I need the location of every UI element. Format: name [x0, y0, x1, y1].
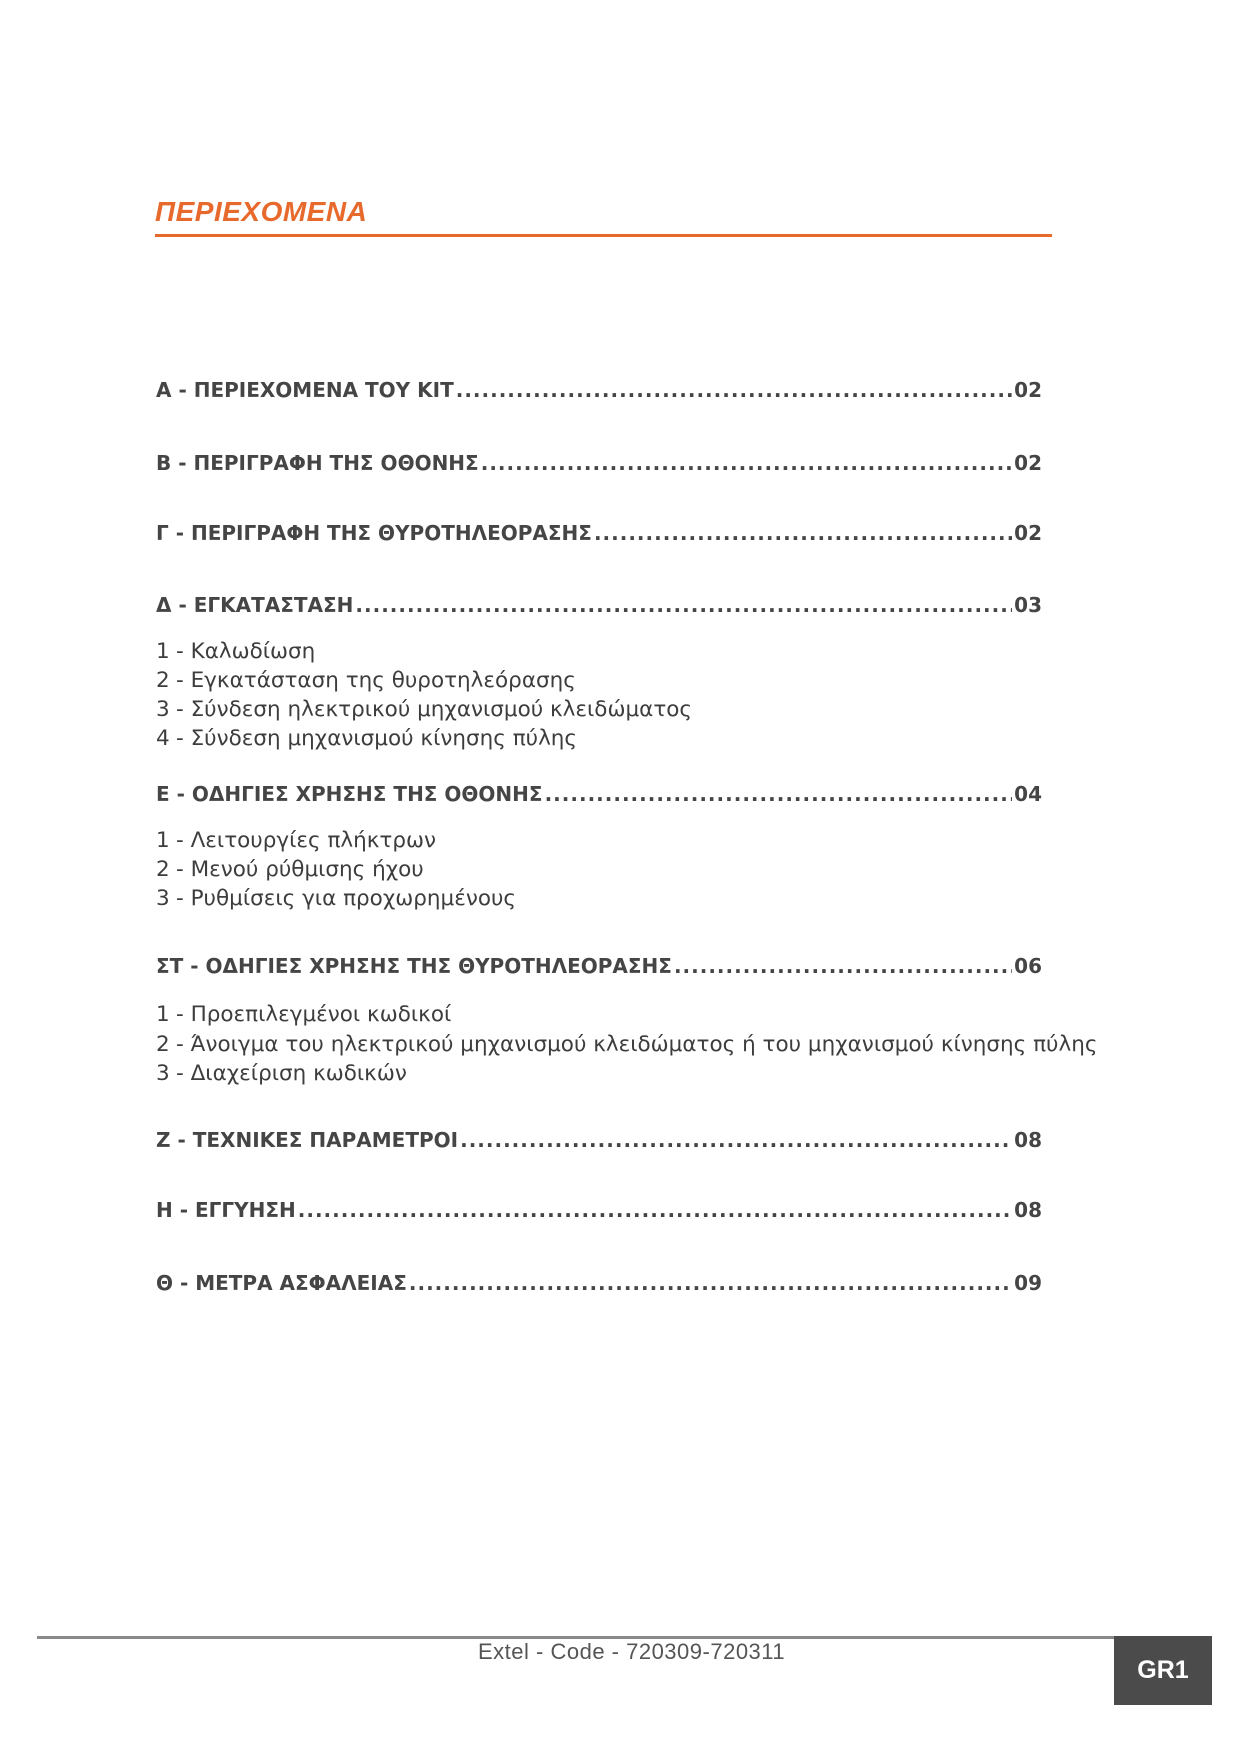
toc-subitem-number: 1: [156, 1002, 170, 1027]
toc-entry-page: 06: [1014, 954, 1042, 978]
toc-subitem: [156, 1000, 451, 1030]
toc-subitem-number: 3: [156, 697, 170, 722]
toc-leader-dots: [594, 521, 1012, 545]
toc-entry: [156, 378, 1042, 406]
toc-leader-dots: [409, 1271, 1012, 1295]
toc-entry-page: 02: [1014, 451, 1042, 475]
toc-subitem: [156, 724, 577, 754]
toc-entry-label: Η - ΕΓΓΥΗΣΗ: [156, 1198, 296, 1222]
toc-entry-label: Ζ - ΤΕΧΝΙΚΕΣ ΠΑΡΑΜΕΤΡΟΙ: [156, 1128, 459, 1152]
title-underline: [155, 234, 1052, 237]
toc-entry-label: Γ - ΠΕΡΙΓΡΑΦΗ ΤΗΣ ΘΥΡΟΤΗΛΕΟΡΑΣΗΣ: [156, 521, 592, 545]
toc-entry-label: Δ - ΕΓΚΑΤΑΣΤΑΣΗ: [156, 593, 354, 617]
toc-subitem: [156, 666, 576, 696]
toc-entry-page: 02: [1014, 521, 1042, 545]
toc-entry: [156, 954, 1042, 982]
toc-entry-page: 02: [1014, 378, 1042, 402]
toc-subitem-text: - Καλωδίωση: [176, 639, 316, 664]
toc-subitem-number: 1: [156, 828, 170, 853]
toc-subitem-text: - Ρυθμίσεις για προχωρημένους: [176, 886, 517, 911]
toc-entry-page: 03: [1014, 593, 1042, 617]
toc-entry: [156, 1128, 1042, 1156]
page-title: ΠΕΡΙΕΧΟΜΕΝΑ: [155, 196, 368, 227]
toc-subitem-number: 2: [156, 1032, 170, 1057]
toc-entry: [156, 782, 1042, 810]
toc-subitem: [156, 637, 315, 667]
toc-subitem: [156, 1030, 1097, 1060]
toc-subitem-number: 4: [156, 726, 170, 751]
toc-entry: [156, 451, 1042, 479]
toc-subitem: [156, 695, 692, 725]
toc-entry-page: 04: [1014, 782, 1042, 806]
toc-entry: [156, 521, 1042, 549]
toc-leader-dots: [456, 378, 1012, 402]
toc-leader-dots: [460, 1128, 1012, 1152]
toc-subitem-number: 3: [156, 1061, 170, 1086]
toc-subitem-text: - Σύνδεση μηχανισμού κίνησης πύλης: [176, 726, 578, 751]
page-number-badge: [1114, 1636, 1212, 1705]
toc-subitem-text: - Εγκατάσταση της θυροτηλεόρασης: [176, 668, 576, 693]
toc-subitem: [156, 855, 424, 885]
toc-subitem: [156, 884, 516, 914]
toc-subitem-text: - Διαχείριση κωδικών: [176, 1061, 407, 1086]
toc-entry-label: Ε - ΟΔΗΓΙΕΣ ΧΡΗΣΗΣ ΤΗΣ ΟΘΟΝΗΣ: [156, 782, 543, 806]
toc-entry-label: Β - ΠΕΡΙΓΡΑΦΗ ΤΗΣ ΟΘΟΝΗΣ: [156, 451, 479, 475]
toc-subitem-number: 2: [156, 857, 170, 882]
toc-entry: [156, 1271, 1042, 1299]
toc-subitem: [156, 826, 436, 856]
toc-entry-label: Θ - ΜΕΤΡΑ ΑΣΦΑΛΕΙΑΣ: [156, 1271, 407, 1295]
toc-subitem-text: - Σύνδεση ηλεκτρικού μηχανισμού κλειδώματος: [176, 697, 693, 722]
toc-entry: [156, 593, 1042, 621]
toc-leader-dots: [674, 954, 1012, 978]
toc-leader-dots: [298, 1198, 1012, 1222]
toc-subitem-text: - Άνοιγμα του ηλεκτρικού μηχανισμού κλειδώματος ή του μηχανισμού κίνησης πύλης: [176, 1032, 1098, 1057]
page-number-label: GR1: [1137, 1656, 1189, 1684]
toc-leader-dots: [545, 782, 1013, 806]
toc-entry-page: 08: [1014, 1198, 1042, 1222]
toc-subitem-number: 3: [156, 886, 170, 911]
toc-subitem: [156, 1059, 407, 1089]
toc-entry-page: 09: [1014, 1271, 1042, 1295]
toc-subitem-number: 1: [156, 639, 170, 664]
toc-leader-dots: [355, 593, 1012, 617]
footer-code: Extel - Code - 720309-720311: [478, 1639, 786, 1664]
toc-leader-dots: [481, 451, 1012, 475]
toc-subitem-text: - Λειτουργίες πλήκτρων: [176, 828, 437, 853]
toc-subitem-number: 2: [156, 668, 170, 693]
toc-entry-page: 08: [1014, 1128, 1042, 1152]
toc-entry-label: Α - ΠΕΡΙΕΧΟΜΕΝΑ ΤΟΥ ΚΙΤ: [156, 378, 454, 402]
toc-subitem-text: - Μενού ρύθμισης ήχου: [176, 857, 424, 882]
toc-entry: [156, 1198, 1042, 1226]
toc-entry-label: ΣΤ - ΟΔΗΓΙΕΣ ΧΡΗΣΗΣ ΤΗΣ ΘΥΡΟΤΗΛΕΟΡΑΣΗΣ: [156, 954, 672, 978]
toc-subitem-text: - Προεπιλεγμένοι κωδικοί: [176, 1002, 452, 1027]
